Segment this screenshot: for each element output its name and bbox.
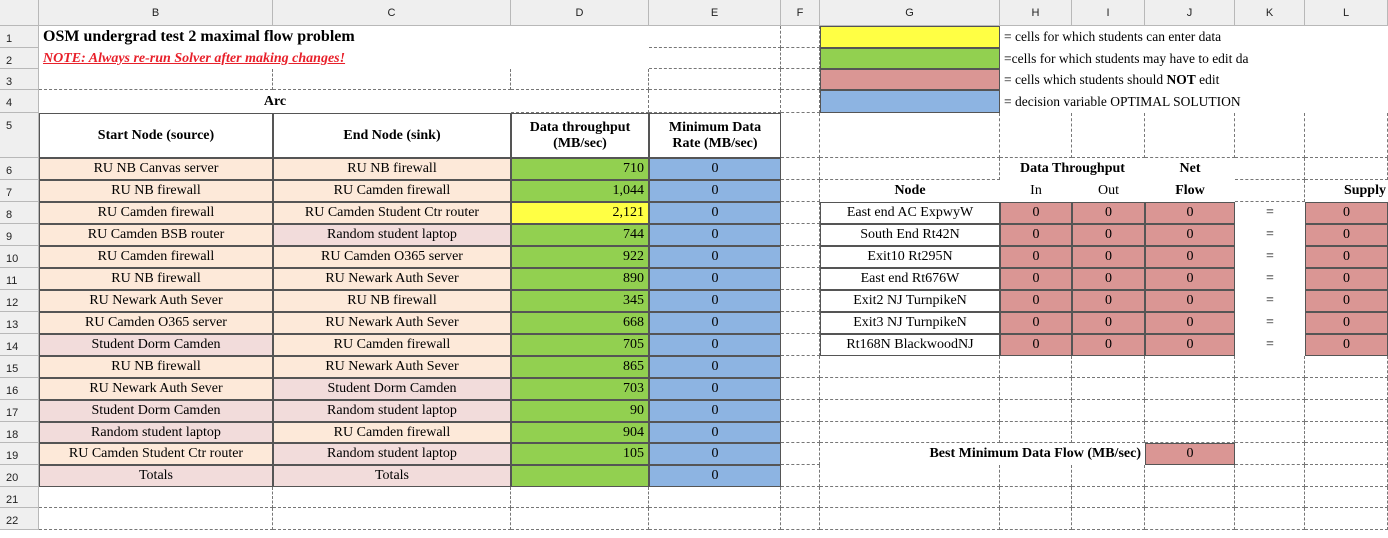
empty-cell[interactable] (820, 378, 1000, 400)
node-in-cell[interactable]: 0 (1000, 246, 1072, 268)
in-header[interactable]: In (1000, 180, 1072, 202)
empty-cell[interactable] (781, 26, 820, 48)
empty-cell[interactable] (649, 26, 781, 48)
min-rate-cell[interactable]: 0 (649, 400, 781, 422)
best-flow-value[interactable]: 0 (1145, 443, 1235, 465)
throughput-header-line2: (MB/sec) (553, 135, 607, 151)
empty-cell[interactable] (1000, 113, 1072, 158)
end-node-cell[interactable]: RU Camden firewall (273, 422, 511, 443)
start-node-cell[interactable]: Student Dorm Camden (39, 400, 273, 422)
empty-cell[interactable] (1305, 356, 1388, 378)
empty-cell[interactable] (649, 508, 781, 530)
empty-cell[interactable] (649, 90, 781, 113)
legend-text-part: edit (1195, 71, 1220, 87)
throughput-cell[interactable]: 668 (511, 312, 649, 334)
start-node-cell[interactable]: RU NB firewall (39, 356, 273, 378)
start-node-cell[interactable]: RU Camden Student Ctr router (39, 443, 273, 465)
row-header[interactable]: 21 (0, 487, 39, 508)
node-header[interactable]: Node (820, 180, 1000, 202)
column-header[interactable]: C (273, 0, 511, 26)
data-throughput-header[interactable]: Data Throughput (1000, 158, 1145, 180)
empty-cell[interactable] (1305, 487, 1388, 508)
empty-cell[interactable] (1235, 400, 1305, 422)
empty-cell[interactable] (1145, 422, 1235, 443)
empty-cell[interactable] (820, 487, 1000, 508)
start-node-cell[interactable]: RU Camden BSB router (39, 224, 273, 246)
empty-cell[interactable] (781, 465, 820, 487)
empty-cell[interactable] (1305, 378, 1388, 400)
throughput-cell[interactable]: 710 (511, 158, 649, 180)
empty-cell[interactable] (273, 508, 511, 530)
arc-label[interactable]: Arc (39, 90, 511, 113)
node-name-cell[interactable]: South End Rt42N (820, 224, 1000, 246)
start-node-cell[interactable]: RU NB Canvas server (39, 158, 273, 180)
empty-cell[interactable] (781, 356, 820, 378)
start-node-cell[interactable]: Student Dorm Camden (39, 334, 273, 356)
empty-cell[interactable] (1305, 158, 1388, 180)
start-node-cell[interactable]: RU Camden O365 server (39, 312, 273, 334)
column-header[interactable]: G (820, 0, 1000, 26)
legend-text[interactable]: = decision variable OPTIMAL SOLUTION (1000, 90, 1388, 113)
min-rate-header-line1: Minimum Data (668, 119, 762, 135)
sheet-title[interactable]: OSM undergrad test 2 maximal flow problem (39, 26, 649, 48)
legend-text[interactable] (1000, 69, 1388, 90)
min-rate-cell[interactable]: 0 (649, 180, 781, 202)
empty-cell[interactable] (1072, 487, 1145, 508)
row-header[interactable]: 9 (0, 224, 39, 246)
node-net-flow-cell[interactable]: 0 (1145, 290, 1235, 312)
throughput-cell[interactable]: 922 (511, 246, 649, 268)
end-node-cell[interactable]: RU Camden firewall (273, 334, 511, 356)
empty-cell[interactable] (1235, 508, 1305, 530)
empty-cell[interactable] (781, 422, 820, 443)
empty-cell[interactable] (781, 224, 820, 246)
throughput-cell[interactable]: 90 (511, 400, 649, 422)
empty-cell[interactable] (1072, 465, 1145, 487)
empty-cell[interactable] (1000, 356, 1072, 378)
flow-header[interactable]: Flow (1145, 180, 1235, 202)
node-supply-cell[interactable]: 0 (1305, 246, 1388, 268)
empty-cell[interactable] (781, 508, 820, 530)
row-header[interactable]: 20 (0, 465, 39, 487)
empty-cell[interactable] (1072, 400, 1145, 422)
empty-cell[interactable] (1000, 400, 1072, 422)
row-header[interactable]: 13 (0, 312, 39, 334)
min-rate-cell[interactable]: 0 (649, 443, 781, 465)
node-net-flow-cell[interactable]: 0 (1145, 334, 1235, 356)
node-in-cell[interactable]: 0 (1000, 334, 1072, 356)
min-rate-cell[interactable]: 0 (649, 356, 781, 378)
end-node-cell[interactable]: RU Camden Student Ctr router (273, 202, 511, 224)
row-header[interactable]: 7 (0, 180, 39, 202)
node-name-cell[interactable]: Rt168N BlackwoodNJ (820, 334, 1000, 356)
end-node-cell[interactable]: RU Camden firewall (273, 180, 511, 202)
empty-cell[interactable] (781, 334, 820, 356)
throughput-cell[interactable]: 890 (511, 268, 649, 290)
empty-cell[interactable] (781, 268, 820, 290)
empty-cell[interactable] (1305, 465, 1388, 487)
empty-cell[interactable] (781, 400, 820, 422)
legend-swatch[interactable] (820, 26, 1000, 48)
min-rate-header-line2: Rate (MB/sec) (672, 135, 758, 151)
empty-cell[interactable] (820, 465, 1000, 487)
column-header[interactable]: E (649, 0, 781, 26)
node-out-cell[interactable]: 0 (1072, 202, 1145, 224)
legend-text-part: = cells which students should (1004, 71, 1167, 87)
row-header[interactable]: 2 (0, 48, 39, 69)
empty-cell[interactable] (1235, 465, 1305, 487)
row-header[interactable]: 11 (0, 268, 39, 290)
node-supply-cell[interactable]: 0 (1305, 334, 1388, 356)
column-header[interactable]: K (1235, 0, 1305, 26)
min-rate-cell[interactable]: 0 (649, 378, 781, 400)
empty-cell[interactable] (820, 508, 1000, 530)
start-node-cell[interactable]: RU NB firewall (39, 268, 273, 290)
net-header[interactable]: Net (1145, 158, 1235, 180)
node-supply-cell[interactable]: 0 (1305, 202, 1388, 224)
end-node-header[interactable]: End Node (sink) (273, 113, 511, 158)
node-in-cell[interactable]: 0 (1000, 312, 1072, 334)
empty-cell[interactable] (781, 246, 820, 268)
node-supply-cell[interactable]: 0 (1305, 224, 1388, 246)
node-net-flow-cell[interactable]: 0 (1145, 202, 1235, 224)
empty-cell[interactable] (781, 290, 820, 312)
node-net-flow-cell[interactable]: 0 (1145, 312, 1235, 334)
empty-cell[interactable] (1072, 356, 1145, 378)
node-in-cell[interactable]: 0 (1000, 224, 1072, 246)
end-node-cell[interactable]: Random student laptop (273, 224, 511, 246)
node-operator-cell[interactable]: = (1235, 224, 1305, 246)
end-node-cell[interactable]: RU Newark Auth Sever (273, 356, 511, 378)
empty-cell[interactable] (1305, 422, 1388, 443)
node-name-cell[interactable]: Exit2 NJ TurnpikeN (820, 290, 1000, 312)
empty-cell[interactable] (1072, 378, 1145, 400)
end-node-cell[interactable]: RU Newark Auth Sever (273, 268, 511, 290)
min-rate-cell[interactable]: 0 (649, 312, 781, 334)
legend-swatch[interactable] (820, 90, 1000, 113)
row-header[interactable]: 5 (0, 113, 39, 158)
empty-cell[interactable] (511, 69, 649, 90)
empty-cell[interactable] (511, 508, 649, 530)
empty-cell[interactable] (820, 422, 1000, 443)
node-supply-cell[interactable]: 0 (1305, 268, 1388, 290)
empty-cell[interactable] (1000, 378, 1072, 400)
empty-cell[interactable] (820, 113, 1000, 158)
empty-cell[interactable] (1235, 356, 1305, 378)
best-flow-label[interactable]: Best Minimum Data Flow (MB/sec) (820, 443, 1145, 465)
empty-cell[interactable] (1145, 487, 1235, 508)
supply-header[interactable]: Supply (1305, 180, 1388, 202)
legend-text-bold: NOT (1166, 71, 1196, 87)
node-operator-cell[interactable]: = (1235, 290, 1305, 312)
start-node-cell[interactable]: RU NB firewall (39, 180, 273, 202)
row-header[interactable]: 14 (0, 334, 39, 356)
empty-cell[interactable] (1145, 378, 1235, 400)
throughput-cell[interactable]: 1,044 (511, 180, 649, 202)
node-supply-cell[interactable]: 0 (1305, 290, 1388, 312)
row-header[interactable]: 16 (0, 378, 39, 400)
empty-cell[interactable] (1235, 378, 1305, 400)
empty-cell[interactable] (1000, 508, 1072, 530)
empty-cell[interactable] (1000, 465, 1072, 487)
node-operator-cell[interactable]: = (1235, 268, 1305, 290)
min-rate-cell[interactable]: 0 (649, 202, 781, 224)
empty-cell[interactable] (39, 487, 273, 508)
totals-label[interactable]: Totals (39, 465, 273, 487)
node-out-cell[interactable]: 0 (1072, 334, 1145, 356)
min-rate-cell[interactable]: 0 (649, 246, 781, 268)
empty-cell[interactable] (1305, 443, 1388, 465)
empty-cell[interactable] (781, 443, 820, 465)
throughput-cell[interactable]: 2,121 (511, 202, 649, 224)
empty-cell[interactable] (39, 508, 273, 530)
node-net-flow-cell[interactable]: 0 (1145, 268, 1235, 290)
column-header[interactable]: L (1305, 0, 1388, 26)
empty-cell[interactable] (781, 69, 820, 90)
column-header[interactable]: I (1072, 0, 1145, 26)
throughput-cell[interactable]: 744 (511, 224, 649, 246)
empty-cell[interactable] (781, 378, 820, 400)
min-rate-cell[interactable]: 0 (649, 422, 781, 443)
empty-cell[interactable] (781, 90, 820, 113)
start-node-cell[interactable]: RU Camden firewall (39, 246, 273, 268)
end-node-cell[interactable]: RU Camden O365 server (273, 246, 511, 268)
throughput-total[interactable] (511, 465, 649, 487)
node-name-cell[interactable]: East end Rt676W (820, 268, 1000, 290)
throughput-header[interactable] (511, 113, 649, 158)
legend-swatch[interactable] (820, 48, 1000, 69)
node-in-cell[interactable]: 0 (1000, 290, 1072, 312)
row-header[interactable]: 19 (0, 443, 39, 465)
node-out-cell[interactable]: 0 (1072, 246, 1145, 268)
row-header[interactable]: 15 (0, 356, 39, 378)
empty-cell[interactable] (1145, 508, 1235, 530)
column-header[interactable]: H (1000, 0, 1072, 26)
end-node-cell[interactable]: RU NB firewall (273, 158, 511, 180)
end-node-cell[interactable]: Random student laptop (273, 400, 511, 422)
empty-cell[interactable] (820, 158, 1000, 180)
empty-cell[interactable] (781, 113, 820, 158)
empty-cell[interactable] (1235, 158, 1305, 180)
start-node-cell[interactable]: RU Newark Auth Sever (39, 378, 273, 400)
end-node-cell[interactable]: Random student laptop (273, 443, 511, 465)
row-header[interactable]: 6 (0, 158, 39, 180)
throughput-cell[interactable]: 703 (511, 378, 649, 400)
empty-cell[interactable] (781, 48, 820, 69)
node-out-cell[interactable]: 0 (1072, 290, 1145, 312)
empty-cell[interactable] (1235, 113, 1305, 158)
row-header[interactable]: 8 (0, 202, 39, 224)
empty-cell[interactable] (649, 48, 781, 69)
empty-cell[interactable] (781, 202, 820, 224)
empty-cell[interactable] (1072, 422, 1145, 443)
empty-cell[interactable] (1072, 113, 1145, 158)
node-net-flow-cell[interactable]: 0 (1145, 246, 1235, 268)
min-rate-total[interactable]: 0 (649, 465, 781, 487)
empty-cell[interactable] (1145, 356, 1235, 378)
empty-cell[interactable] (1145, 113, 1235, 158)
totals-label[interactable]: Totals (273, 465, 511, 487)
min-rate-header[interactable] (649, 113, 781, 158)
node-in-cell[interactable]: 0 (1000, 202, 1072, 224)
empty-cell[interactable] (1145, 465, 1235, 487)
empty-cell[interactable] (1305, 400, 1388, 422)
node-name-cell[interactable]: Exit3 NJ TurnpikeN (820, 312, 1000, 334)
empty-cell[interactable] (820, 400, 1000, 422)
empty-cell[interactable] (649, 69, 781, 90)
column-header[interactable]: J (1145, 0, 1235, 26)
min-rate-cell[interactable]: 0 (649, 158, 781, 180)
out-header[interactable]: Out (1072, 180, 1145, 202)
empty-cell[interactable] (511, 487, 649, 508)
row-header[interactable]: 3 (0, 69, 39, 90)
column-header[interactable]: F (781, 0, 820, 26)
empty-cell[interactable] (1235, 180, 1305, 202)
legend-text[interactable]: = cells for which students can enter data (1000, 26, 1388, 48)
empty-cell[interactable] (781, 180, 820, 202)
legend-text[interactable]: =cells for which students may have to edit da (1000, 48, 1388, 69)
node-operator-cell[interactable]: = (1235, 246, 1305, 268)
node-out-cell[interactable]: 0 (1072, 312, 1145, 334)
min-rate-cell[interactable]: 0 (649, 224, 781, 246)
throughput-cell[interactable]: 345 (511, 290, 649, 312)
column-header[interactable]: B (39, 0, 273, 26)
start-node-cell[interactable]: Random student laptop (39, 422, 273, 443)
empty-cell[interactable] (1235, 487, 1305, 508)
row-header[interactable]: 10 (0, 246, 39, 268)
row-header[interactable]: 4 (0, 90, 39, 113)
start-node-cell[interactable]: RU Camden firewall (39, 202, 273, 224)
min-rate-cell[interactable]: 0 (649, 290, 781, 312)
node-name-cell[interactable]: East end AC ExpwyW (820, 202, 1000, 224)
throughput-cell[interactable]: 865 (511, 356, 649, 378)
empty-cell[interactable] (781, 487, 820, 508)
throughput-cell[interactable]: 904 (511, 422, 649, 443)
empty-cell[interactable] (1000, 487, 1072, 508)
min-rate-cell[interactable]: 0 (649, 268, 781, 290)
empty-cell[interactable] (820, 356, 1000, 378)
empty-cell[interactable] (781, 158, 820, 180)
empty-cell[interactable] (1235, 422, 1305, 443)
row-header[interactable]: 12 (0, 290, 39, 312)
node-out-cell[interactable]: 0 (1072, 268, 1145, 290)
empty-cell[interactable] (273, 69, 511, 90)
empty-cell[interactable] (1305, 508, 1388, 530)
row-header[interactable]: 17 (0, 400, 39, 422)
empty-cell[interactable] (1072, 508, 1145, 530)
empty-cell[interactable] (511, 90, 649, 113)
start-node-cell[interactable]: RU Newark Auth Sever (39, 290, 273, 312)
empty-cell[interactable] (39, 69, 273, 90)
node-operator-cell[interactable]: = (1235, 202, 1305, 224)
legend-swatch[interactable] (820, 69, 1000, 90)
min-rate-cell[interactable]: 0 (649, 334, 781, 356)
solver-note[interactable]: NOTE: Always re-run Solver after making changes! (39, 48, 649, 69)
row-header[interactable]: 22 (0, 508, 39, 530)
node-name-cell[interactable]: Exit10 Rt295N (820, 246, 1000, 268)
node-net-flow-cell[interactable]: 0 (1145, 224, 1235, 246)
column-header[interactable]: D (511, 0, 649, 26)
end-node-cell[interactable]: RU NB firewall (273, 290, 511, 312)
end-node-cell[interactable]: RU Newark Auth Sever (273, 312, 511, 334)
throughput-cell[interactable]: 105 (511, 443, 649, 465)
empty-cell[interactable] (273, 487, 511, 508)
row-header[interactable]: 18 (0, 422, 39, 443)
empty-cell[interactable] (649, 487, 781, 508)
node-operator-cell[interactable]: = (1235, 334, 1305, 356)
empty-cell[interactable] (1145, 400, 1235, 422)
node-operator-cell[interactable]: = (1235, 312, 1305, 334)
empty-cell[interactable] (781, 312, 820, 334)
select-all-corner[interactable] (0, 0, 39, 26)
empty-cell[interactable] (1235, 443, 1305, 465)
throughput-cell[interactable]: 705 (511, 334, 649, 356)
node-out-cell[interactable]: 0 (1072, 224, 1145, 246)
empty-cell[interactable] (1000, 422, 1072, 443)
row-header[interactable]: 1 (0, 26, 39, 48)
start-node-header[interactable]: Start Node (source) (39, 113, 273, 158)
throughput-header-line1: Data throughput (529, 119, 631, 135)
empty-cell[interactable] (1305, 113, 1388, 158)
node-supply-cell[interactable]: 0 (1305, 312, 1388, 334)
node-in-cell[interactable]: 0 (1000, 268, 1072, 290)
end-node-cell[interactable]: Student Dorm Camden (273, 378, 511, 400)
